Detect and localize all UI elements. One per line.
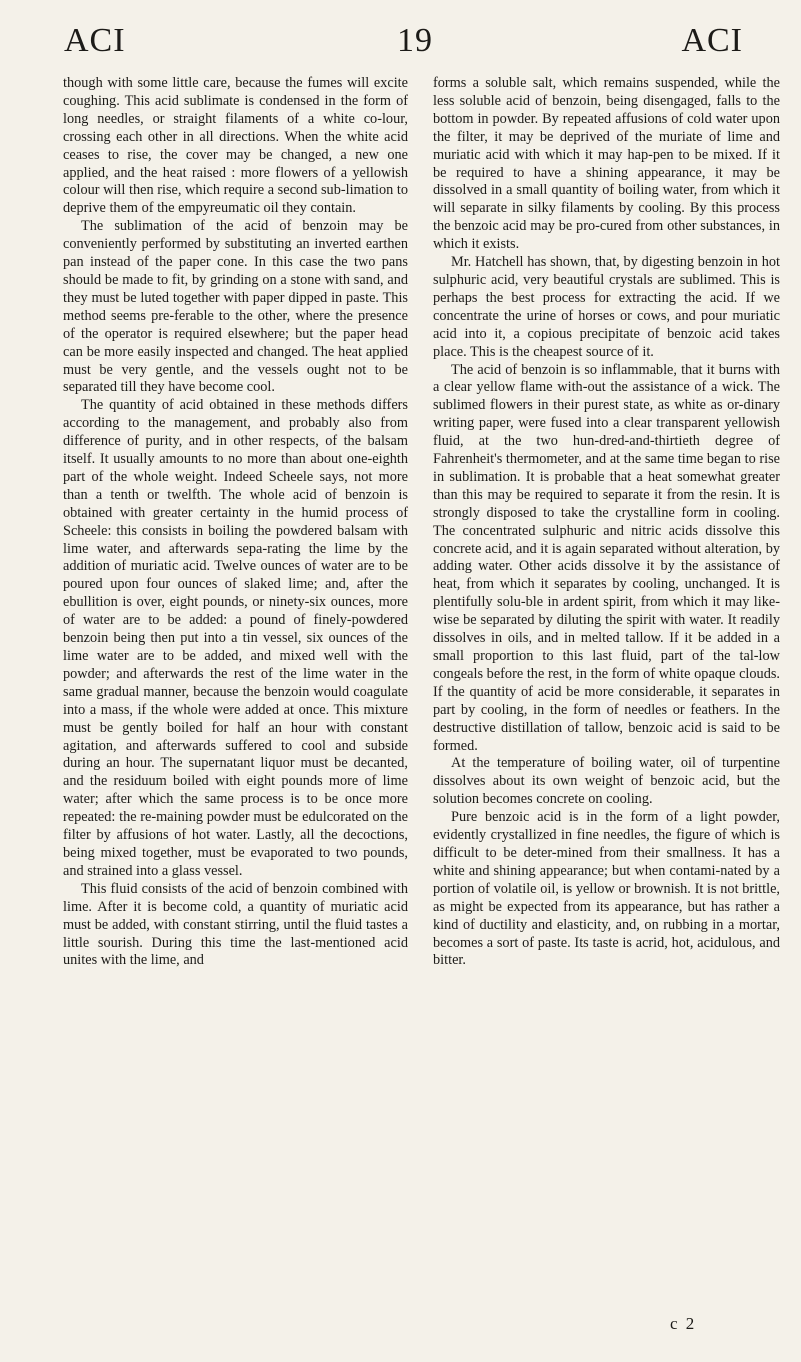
signature-mark: c 2 — [670, 1314, 697, 1333]
right-paragraph-4: At the temperature of boiling water, oil of turpentine dissolves about its own weight of benzoic acid, but the solution becomes concrete on cooling. — [433, 755, 780, 808]
page-number: 19 — [397, 22, 433, 59]
right-paragraph-1: forms a soluble salt, which remains suspended, while the less soluble acid of benzoin, being disengaged, falls to the bottom in powder. By repeated affusions of cold water upon the filter, it may be deprived of the muriate of lime and muriatic acid with which it may hap-pen to be mixed. If it be required to have a shining appearance, it may be dissolved in a small quantity of boiling water, from which it will separate in silky filaments by cooling. By this process the benzoic acid may be pro-cured from other substances, in which it exists. — [433, 75, 780, 253]
left-paragraph-4: This fluid consists of the acid of benzoin combined with lime. After it is become cold, a quantity of muriatic acid must be added, with constant stirring, until the fluid tastes a little sourish. During this time the last-mentioned acid unites with the lime, and — [63, 880, 408, 969]
header-right-word: ACI — [681, 22, 743, 59]
left-paragraph-1: though with some little care, because the fumes will excite coughing. This acid sublimate is condensed in the form of long needles, or straight filaments of a white co-lour, crossing each other in all directions. When the white acid ceases to rise, the cover may be changed, a new one applied, and the heat raised : more flowers of a yellowish colour will then rise, which require a second sub-limation to deprive them of the empyreumatic oil they contain. — [63, 75, 408, 217]
left-paragraph-2: The sublimation of the acid of benzoin may be conveniently performed by substituting an inverted earthen pan instead of the paper cone. In this case the two pans should be made to fit, by grinding on a stone with sand, and they must be luted together with paper dipped in paste. This method seems pre-ferable to the other, where the presence of the operator is required elsewhere; but the paper head can be more easily inspected and changed. The heat applied must be very gentle, and the vessels ought not to be separated till they have become cool. — [63, 218, 408, 396]
right-paragraph-3: The acid of benzoin is so inflammable, that it burns with a clear yellow flame with-out the assistance of a wick. The sublimed flowers in their purest state, as white as or-dinary writing paper, were fused into a clear transparent yellowish fluid, at the two hun-dred-and-thirtieth degree of Fahrenheit's thermometer, and at the same time began to rise in sublimation. It is probable that a heat somewhat greater than this may be required to separate it from the resin. It is strongly disposed to take the crystalline form in cooling. The concentrated sulphuric and nitric acids dissolve this concrete acid, and it is again separated without alteration, by adding water. Other acids dissolve it by the assistance of heat, from which it separates by cooling, unchanged. It is plentifully solu-ble in ardent spirit, from which it may like-wise be separated by diluting the spirit with water. It readily dissolves in oils, and in melted tallow. If it be added in a small proportion to this last fluid, part of the tal-low congeals before the rest, in the form of white opaque clouds. If the quantity of acid be more considerable, it separates in part by cooling, in the form of needles or feathers. In the destructive distillation of tallow, benzoic acid is said to be formed. — [433, 361, 780, 754]
right-paragraph-2: Mr. Hatchell has shown, that, by digesting benzoin in hot sulphuric acid, very beautiful crystals are sublimed. This is perhaps the best process for extracting the acid. If we concentrate the urine of horses or cows, and pour muriatic acid into it, a copious precipitate of benzoic acid takes place. This is the cheapest source of it. — [433, 254, 780, 360]
right-paragraph-5: Pure benzoic acid is in the form of a light powder, evidently crystallized in fine needles, the figure of which is difficult to be deter-mined from their smallness. It has a white and shining appearance; but when contami-nated by a portion of volatile oil, is yellow or brownish. It is not brittle, as might be expected from its appearance, but has rather a kind of ductility and elasticity, and, on rubbing in a mortar, becomes a sort of paste. Its taste is acrid, hot, acidulous, and bitter. — [433, 809, 780, 969]
header-left-word: ACI — [64, 22, 126, 59]
running-header — [60, 22, 763, 62]
right-column — [433, 75, 780, 970]
left-paragraph-3: The quantity of acid obtained in these methods differs according to the management, and probably also from difference of purity, and in other respects, of the balsam itself. It usually amounts to no more than about one-eighth part of the whole weight. Indeed Scheele says, not more than a tenth or twelfth. The whole acid of benzoin is obtained with greater certainty in the humid process of Scheele: this consists in boiling the powdered balsam with lime water, and afterwards sepa-rating the lime by the addition of muriatic acid. Twelve ounces of water are to be poured upon four ounces of slaked lime; and, after the ebullition is over, eight pounds, or ninety-six ounces, more of water are to be added: a pound of finely-powdered benzoin being then put into a tin vessel, six ounces of the lime water are to be added, and mixed well with the powder; and afterwards the rest of the lime water in the same gradual manner, because the benzoin would coagulate into a mass, if the whole were added at once. This mixture must be gently boiled for half an hour with constant agitation, and afterwards suffered to cool and subside during an hour. The supernatant liquor must be decanted, and the residuum boiled with eight pounds more of lime water; after which the same process is to be once more repeated: the re-maining powder must be edulcorated on the filter by affusions of hot water. Lastly, all the decoctions, being mixed together, must be evaporated to two pounds, and strained into a glass vessel. — [63, 397, 408, 879]
left-column — [63, 75, 408, 970]
